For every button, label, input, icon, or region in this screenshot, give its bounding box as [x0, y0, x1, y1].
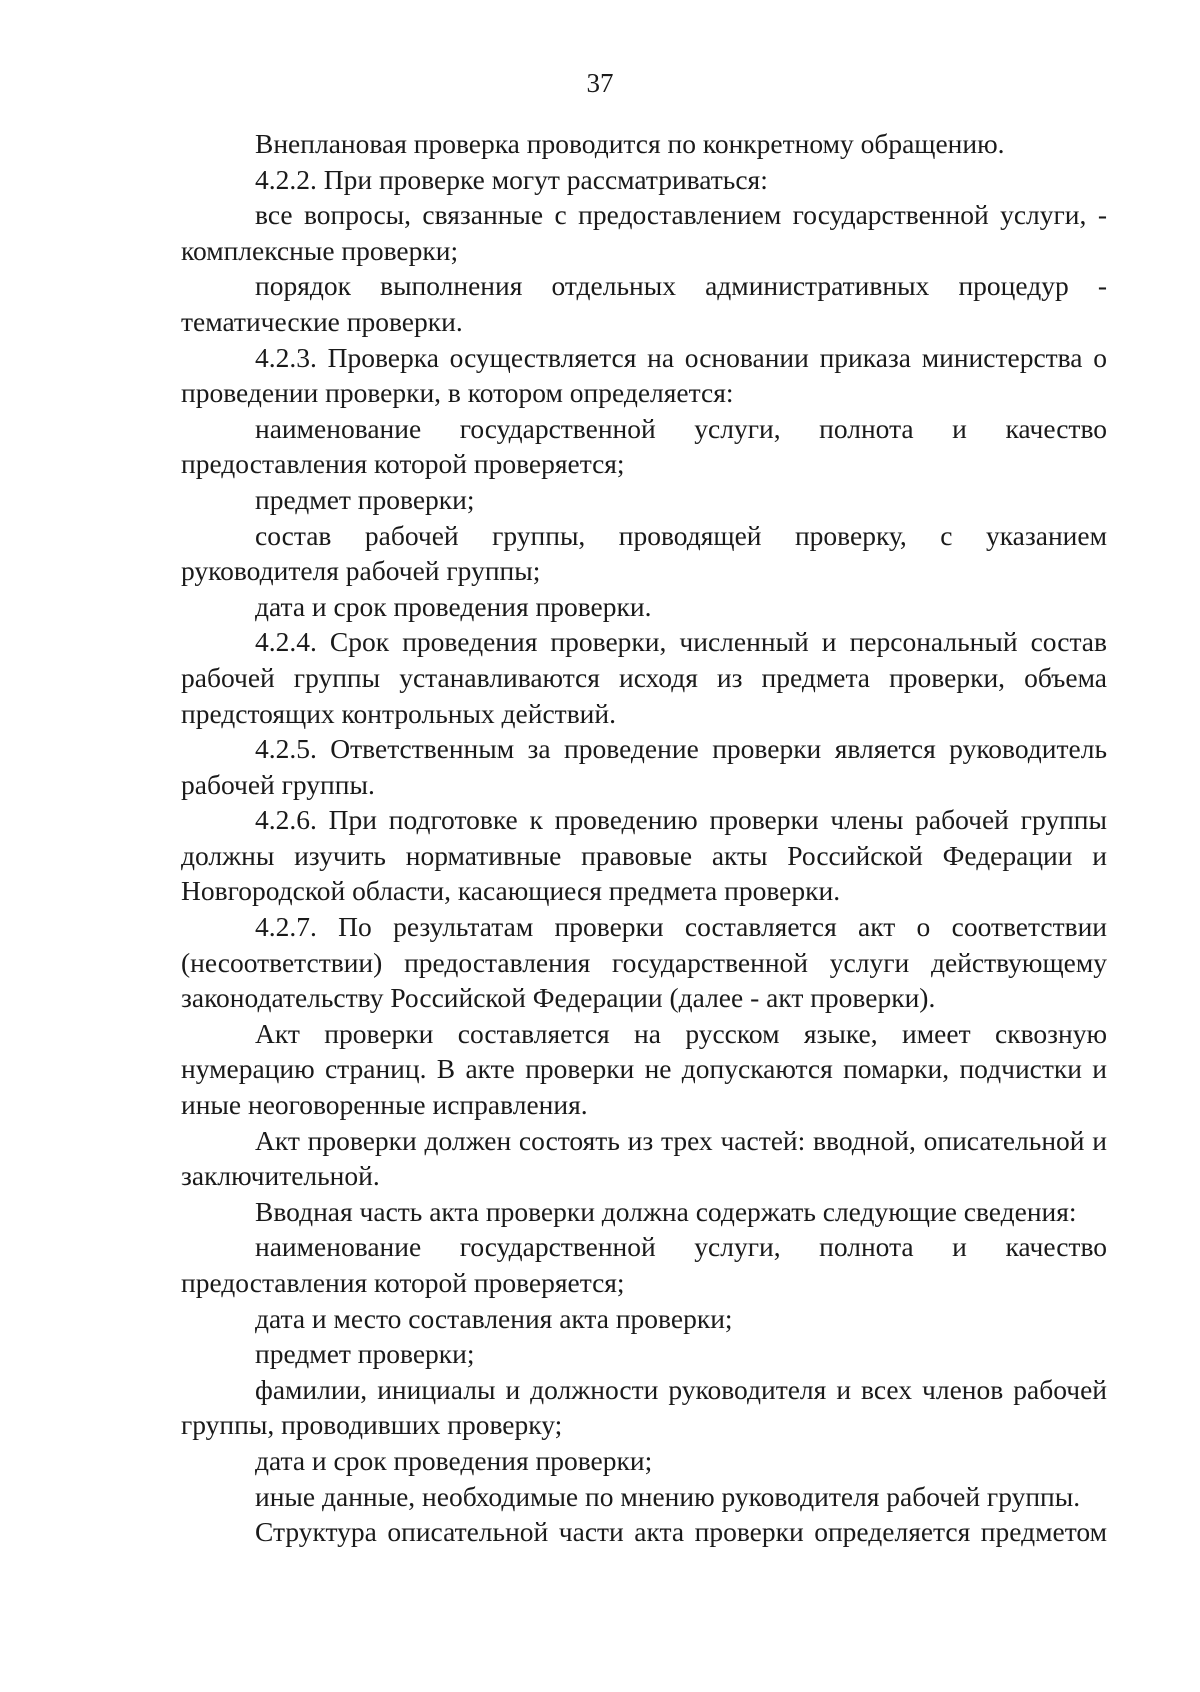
- paragraph: предмет проверки;: [255, 1338, 475, 1370]
- paragraph: 4.2.4. Срок проведения проверки, численный и персональный состав рабочей группы устанавливаются исходя из предмета проверки, объема предстоящих контрольных действий.: [181, 626, 1107, 729]
- paragraph: Акт проверки составляется на русском языке, имеет сквозную нумерацию страниц. В акте проверки не допускаются помарки, подчистки и иные неоговоренные исправления.: [181, 1017, 1107, 1121]
- paragraph: предмет проверки;: [255, 483, 475, 515]
- paragraph: иные данные, необходимые по мнению руководителя рабочей группы.: [255, 1480, 1081, 1512]
- paragraph: 4.2.6. При подготовке к проведению проверки члены рабочей группы должны изучить нормативные правовые акты Российской Федерации и Новгородской области, касающиеся предмета проверки.: [181, 804, 1107, 907]
- paragraph: состав рабочей группы, проводящей проверку, с указанием руководителя рабочей группы;: [181, 519, 1107, 587]
- paragraph: 4.2.2. При проверке могут рассматриваться:: [255, 163, 768, 195]
- paragraph: 4.2.5. Ответственным за проведение проверки является руководитель рабочей группы.: [181, 733, 1107, 800]
- paragraph: Структура описательной части акта проверки определяется предметом: [255, 1516, 1107, 1548]
- paragraph: 4.2.3. Проверка осуществляется на основании приказа министерства о проведении проверки, в котором определяется:: [181, 341, 1107, 409]
- paragraph: 4.2.7. По результатам проверки составляется акт о соответствии (несоответствии) предоставления государственной услуги действующему законодательству Российской Федерации (далее - акт проверки).: [181, 911, 1107, 1014]
- page-number: 37: [586, 68, 614, 98]
- paragraph: наименование государственной услуги, полнота и качество предоставления которой проверяется;: [181, 412, 1107, 480]
- paragraph: фамилии, инициалы и должности руководителя и всех членов рабочей группы, проводивших проверку;: [181, 1373, 1107, 1441]
- paragraph: порядок выполнения отдельных административных процедур - тематические проверки.: [181, 270, 1107, 337]
- paragraph: дата и место составления акта проверки;: [255, 1302, 733, 1334]
- document-body: [181, 126, 1107, 1550]
- paragraph: Вводная часть акта проверки должна содержать следующие сведения:: [255, 1195, 1077, 1227]
- paragraph: наименование государственной услуги, полнота и качество предоставления которой проверяется;: [181, 1231, 1107, 1298]
- paragraph: дата и срок проведения проверки;: [255, 1444, 653, 1476]
- paragraph: все вопросы, связанные с предоставлением государственной услуги, - комплексные проверки;: [181, 199, 1107, 266]
- paragraph: дата и срок проведения проверки.: [255, 590, 652, 622]
- paragraph: Акт проверки должен состоять из трех частей: вводной, описательной и заключительной.: [181, 1124, 1107, 1192]
- paragraph: Внеплановая проверка проводится по конкретному обращению.: [255, 128, 1005, 159]
